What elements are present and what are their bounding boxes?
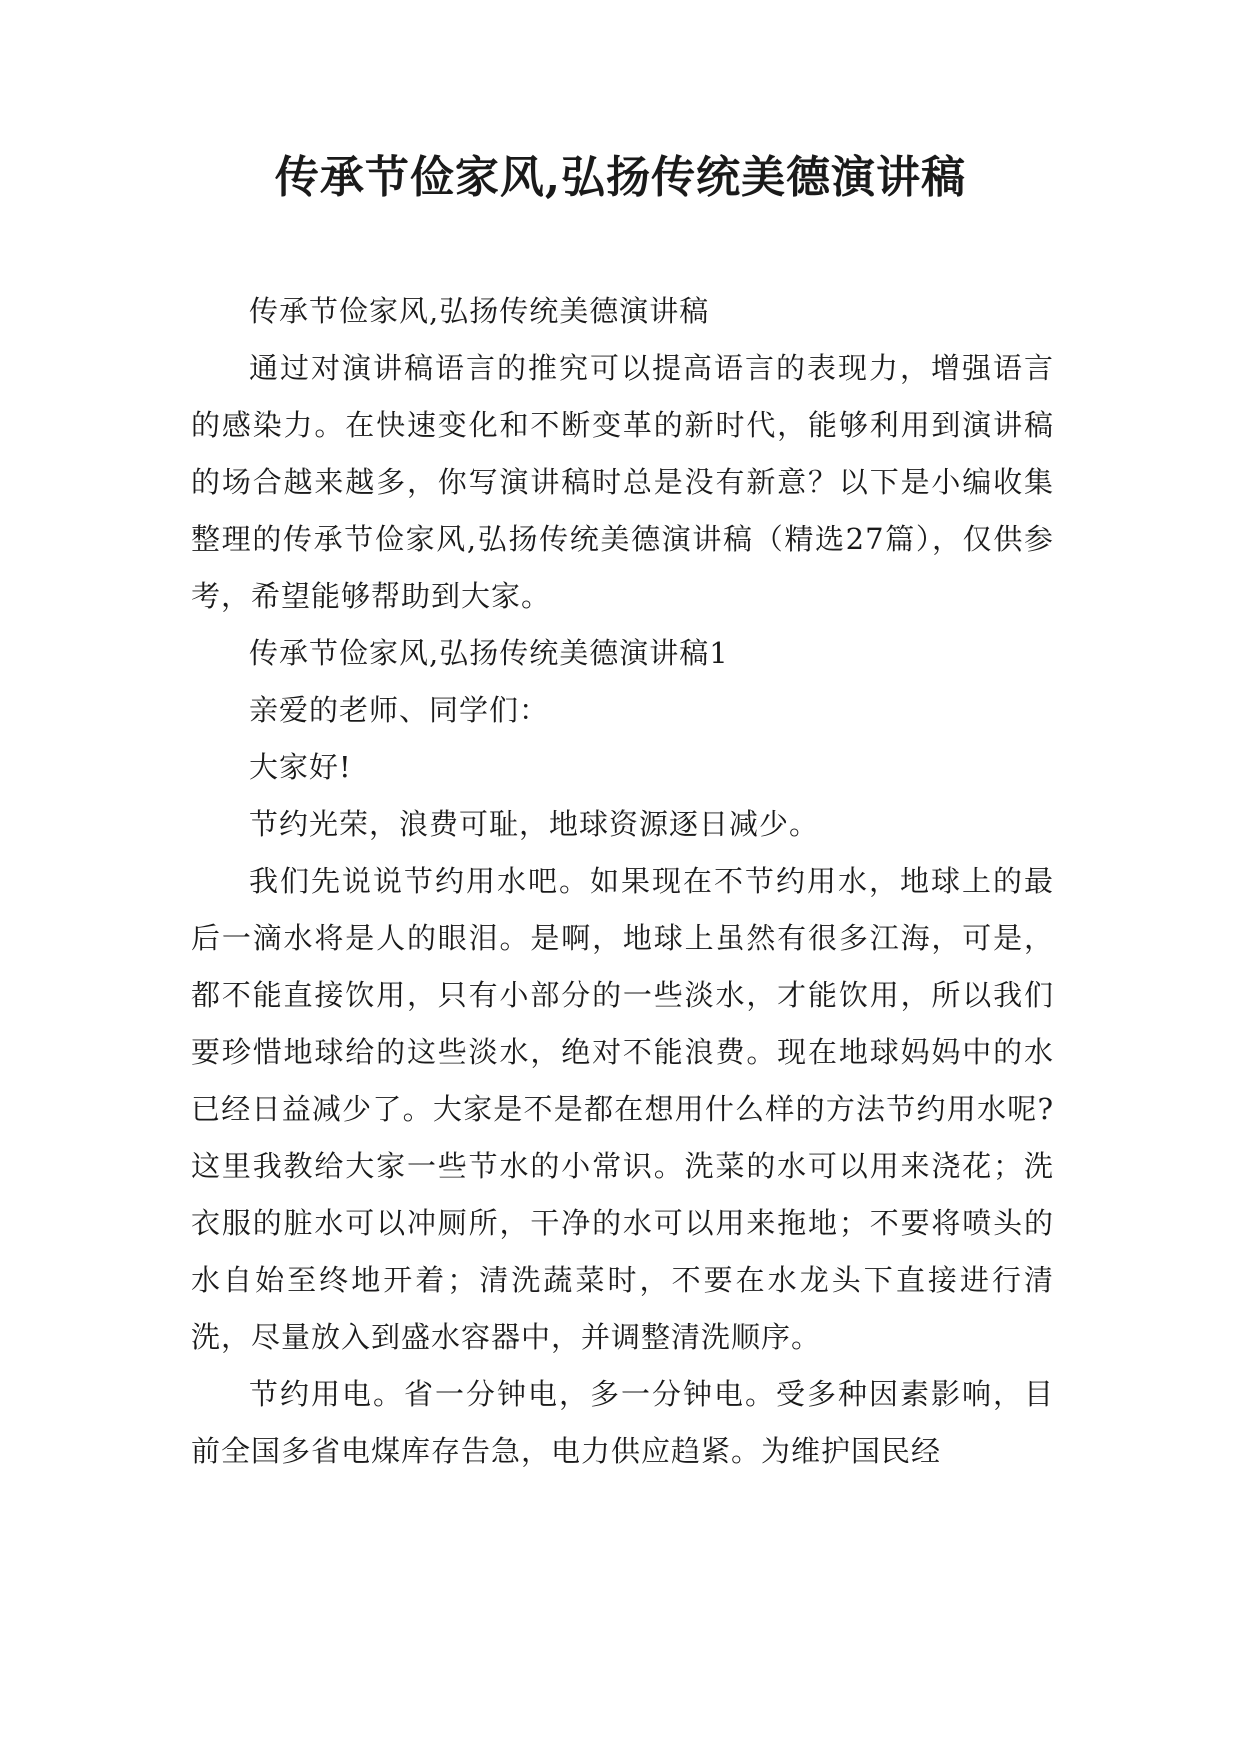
- paragraph-salutation: 亲爱的老师、同学们：: [249, 693, 550, 727]
- paragraph-electricity: 节约用电。省一分钟电，多一分钟电。受多种因素影响，目前全国多省电煤库存告急，电力供应趋紧。为维护国民经: [191, 1377, 1054, 1468]
- paragraph-greeting: 大家好!: [249, 750, 352, 784]
- paragraph-section-title: 传承节俭家风,弘扬传统美德演讲稿1: [249, 636, 729, 670]
- document-body: [191, 283, 1054, 1480]
- document-title: 传承节俭家风,弘扬传统美德演讲稿: [274, 152, 967, 203]
- paragraph-heading: 传承节俭家风,弘扬传统美德演讲稿: [249, 294, 710, 328]
- paragraph-water: 我们先说说节约用水吧。如果现在不节约用水，地球上的最后一滴水将是人的眼泪。是啊，地球上虽然有很多江海，可是，都不能直接饮用，只有小部分的一些淡水，才能饮用，所以我们要珍惜地球给的这些淡水，绝对不能浪费。现在地球妈妈中的水已经日益减少了。大家是不是都在想用什么样的方法节约用水呢?这里我教给大家一些节水的小常识。洗菜的水可以用来浇花；洗衣服的脏水可以冲厕所，干净的水可以用来拖地；不要将喷头的水自始至终地开着；清洗蔬菜时，不要在水龙头下直接进行清洗，尽量放入到盛水容器中，并调整清洗顺序。: [191, 864, 1054, 1354]
- paragraph-theme: 节约光荣，浪费可耻，地球资源逐日减少。: [249, 807, 820, 841]
- paragraph-intro: 通过对演讲稿语言的推究可以提高语言的表现力，增强语言的感染力。在快速变化和不断变革的新时代，能够利用到演讲稿的场合越来越多，你写演讲稿时总是没有新意？以下是小编收集整理的传承节俭家风,弘扬传统美德演讲稿（精选27篇），仅供参考，希望能够帮助到大家。: [191, 351, 1054, 613]
